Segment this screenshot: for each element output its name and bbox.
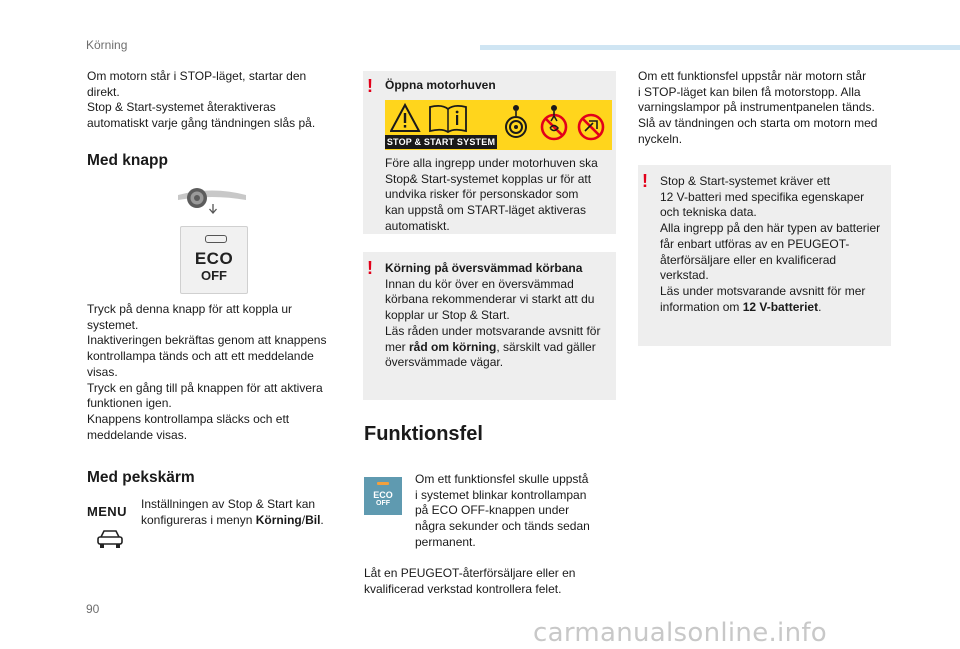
- eco-label: ECO: [373, 490, 393, 500]
- link-rad-om-korning: råd om körning: [409, 339, 497, 354]
- dealer-text: [364, 566, 614, 597]
- hazard-symbols-icon: [503, 101, 611, 147]
- text-run: konfigureras i menyn: [141, 512, 256, 527]
- menu-label: MENU: [87, 504, 127, 519]
- eco-label: ECO: [194, 249, 234, 268]
- text-line: [385, 340, 613, 356]
- text-run: , särskilt vad gäller: [496, 339, 596, 354]
- text-line: systemet.: [87, 317, 139, 332]
- text-line: kontrollampa tänds och att ett meddelande: [87, 349, 314, 364]
- text-line: återförsäljare eller en kvalificerad: [660, 252, 837, 267]
- steering-wheel-icon: [176, 182, 248, 222]
- text-line: kvalificerad verkstad kontrollera felet.: [364, 581, 562, 596]
- text-line: visas.: [87, 364, 118, 379]
- text-line: Alla ingrepp på den här typen av batterier: [660, 221, 881, 236]
- text-line: automatiskt.: [385, 218, 450, 233]
- flood-box-title: Körning på översvämmad körbana: [385, 261, 583, 275]
- button-heading: Med knapp: [87, 152, 168, 169]
- warning-icon: !: [367, 76, 373, 96]
- text-line: och tekniska data.: [660, 205, 757, 220]
- separator: /: [301, 512, 306, 527]
- battery-box-text: [660, 174, 888, 315]
- stop-start-system-label: STOP & START SYSTEM: [386, 137, 496, 147]
- car-icon: [96, 528, 124, 550]
- period: .: [320, 512, 324, 527]
- text-line: i STOP-läget kan bilen få motorstopp. Alla: [638, 84, 861, 99]
- hood-box-title: Öppna motorhuven: [385, 78, 496, 92]
- text-line: [141, 513, 341, 529]
- touch-text: [141, 497, 341, 528]
- text-line: Läs råden under motsvarande avsnitt för: [385, 323, 601, 338]
- warning-triangle-icon: [390, 103, 480, 135]
- text-line: nyckeln.: [638, 131, 683, 146]
- intro-line: direkt.: [87, 84, 120, 99]
- text-line: meddelande visas.: [87, 427, 188, 442]
- period: .: [818, 299, 822, 314]
- text-line: undvika risker för personskador som: [385, 187, 579, 202]
- text-line: i systemet blinkar kontrollampan: [415, 487, 587, 502]
- stop-fault-text: [638, 69, 893, 148]
- text-line: Slå av tändningen och starta om motorn med: [638, 116, 878, 131]
- menu-path-bil: Bil: [305, 512, 321, 527]
- eco-off-indicator: [364, 477, 402, 515]
- text-line: 12 V-batteri med specifika egenskaper: [660, 189, 865, 204]
- intro-line: automatiskt varje gång tändningen slås på.: [87, 116, 316, 131]
- flood-box-text: [385, 261, 613, 371]
- watermark: carmanualsonline.info: [533, 618, 828, 648]
- text-line: Knappens kontrollampa släcks och ett: [87, 411, 290, 426]
- warning-icon: !: [367, 258, 373, 278]
- text-line: Om ett funktionsfel skulle uppstå: [415, 472, 589, 486]
- text-run: mer: [385, 339, 409, 354]
- text-run: information om: [660, 299, 743, 314]
- off-label: OFF: [201, 268, 227, 283]
- text-line: körbana rekommenderar vi starkt att du: [385, 292, 595, 307]
- text-line: funktionen igen.: [87, 396, 172, 411]
- page-number: 90: [86, 602, 100, 616]
- warning-icon: !: [642, 171, 648, 191]
- text-line: varningslampor på instrumentpanelen tänds.: [638, 100, 875, 115]
- intro-line: Om motorn står i STOP-läget, startar den: [87, 69, 307, 83]
- text-line: Tryck på denna knapp för att koppla ur: [87, 302, 293, 316]
- indicator-light: [377, 482, 389, 485]
- button-text: [87, 302, 337, 443]
- intro-text: [87, 69, 337, 132]
- eco-off-button: [180, 226, 248, 294]
- text-line: kan uppstå om START-läget aktiveras: [385, 203, 586, 218]
- text-line: Läs under motsvarande avsnitt för mer: [660, 283, 866, 298]
- text-line: Låt en PEUGEOT-återförsäljare eller en: [364, 566, 576, 580]
- menu-path-korning: Körning: [255, 512, 302, 527]
- text-line: permanent.: [415, 534, 476, 549]
- text-line: verkstad.: [660, 268, 709, 283]
- text-line: Före alla ingrepp under motorhuven ska: [385, 156, 598, 170]
- text-line: Innan du kör över en översvämmad: [385, 276, 574, 291]
- text-line: Om ett funktionsfel uppstår när motorn står: [638, 69, 867, 83]
- hood-box-text: [385, 156, 613, 235]
- link-12v-batteriet: 12 V-batteriet: [742, 299, 819, 314]
- text-line: kopplar ur Stop & Start.: [385, 308, 510, 323]
- header-bar: [480, 45, 960, 50]
- text-line: Stop& Start-systemet kopplas ur för att: [385, 171, 592, 186]
- section-title: Körning: [86, 38, 128, 52]
- text-line: [660, 300, 888, 316]
- text-line: på ECO OFF-knappen under: [415, 503, 570, 518]
- text-line: några sekunder och tänds sedan: [415, 519, 590, 534]
- off-label: OFF: [376, 500, 390, 507]
- touchscreen-heading: Med pekskärm: [87, 469, 195, 486]
- text-line: Inställningen av Stop & Start kan: [141, 497, 316, 511]
- fault-text: [415, 472, 615, 551]
- indicator-slot: [205, 235, 227, 243]
- text-line: översvämmade vägar.: [385, 355, 504, 370]
- text-line: Tryck en gång till på knappen för att aktivera: [87, 380, 323, 395]
- text-line: Inaktiveringen bekräftas genom att knappens: [87, 333, 327, 348]
- fault-heading: Funktionsfel: [364, 423, 483, 445]
- intro-line: Stop & Start-systemet återaktiveras: [87, 100, 276, 115]
- text-line: Stop & Start-systemet kräver ett: [660, 174, 831, 188]
- text-line: får enbart utföras av en PEUGEOT-: [660, 236, 850, 251]
